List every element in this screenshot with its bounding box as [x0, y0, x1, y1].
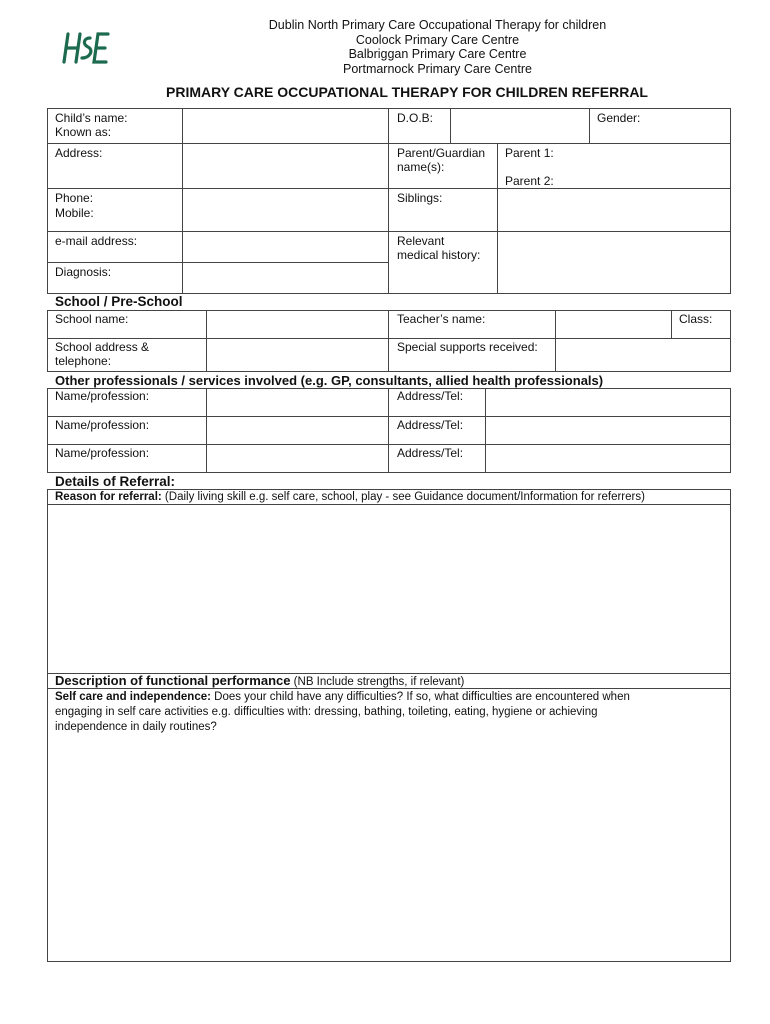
parent1-label: Parent 1:	[505, 146, 554, 160]
diagnosis-label: Diagnosis:	[55, 265, 112, 279]
childs-name-label: Child’s name:	[55, 111, 128, 125]
name-profession-label: Name/profession:	[55, 446, 150, 460]
guardian-label-2: name(s):	[397, 160, 445, 174]
school-address-label-2: telephone:	[55, 354, 112, 368]
dob-field[interactable]	[450, 108, 590, 144]
divider	[47, 688, 731, 689]
name-profession-field[interactable]	[206, 416, 389, 445]
dob-label: D.O.B:	[397, 111, 434, 125]
class-label: Class:	[679, 312, 713, 326]
self-care-line	[55, 690, 725, 705]
school-name-field[interactable]	[206, 310, 389, 339]
name-profession-field[interactable]	[206, 388, 389, 417]
functional-heading	[55, 674, 464, 689]
header-line: Coolock Primary Care Centre	[355, 32, 520, 47]
functional-heading-bold: Description of functional performance	[55, 673, 291, 688]
parent2-label: Parent 2:	[505, 174, 554, 188]
siblings-field[interactable]	[497, 188, 731, 232]
email-label: e-mail address:	[55, 234, 138, 248]
header-line: Balbriggan Primary Care Centre	[348, 47, 527, 61]
self-care-bold: Self care and independence:	[55, 691, 211, 703]
medical-history-label-2: medical history:	[397, 248, 481, 262]
functional-heading-note: (NB Include strengths, if relevant)	[290, 676, 465, 688]
self-care-line: engaging in self care activities e.g. difficulties with: dressing, bathing, toileting, eating, hygiene or achieving	[55, 706, 598, 718]
header-line: Dublin North Primary Care Occupational Therapy for children	[268, 18, 607, 32]
medical-history-label: Relevant	[397, 234, 445, 248]
self-care-answer-field[interactable]	[48, 736, 730, 961]
email-field[interactable]	[182, 231, 389, 263]
referral-heading: Details of Referral:	[55, 474, 176, 489]
address-tel-field[interactable]	[485, 416, 731, 445]
address-label: Address:	[55, 146, 103, 160]
guardian-label: Parent/Guardian	[397, 146, 486, 160]
address-field[interactable]	[182, 143, 389, 189]
school-address-label: School address &	[55, 340, 150, 354]
form-title: PRIMARY CARE OCCUPATIONAL THERAPY FOR CHILDREN REFERRAL	[166, 84, 648, 100]
address-tel-field[interactable]	[485, 388, 731, 417]
school-heading: School / Pre-School	[55, 294, 183, 309]
address-tel-label: Address/Tel:	[397, 389, 464, 403]
name-profession-label: Name/profession:	[55, 389, 150, 403]
special-supports-field[interactable]	[555, 338, 731, 372]
childs-name-field[interactable]	[182, 108, 389, 144]
centre-header	[200, 18, 675, 76]
school-address-field[interactable]	[206, 338, 389, 372]
name-profession-label: Name/profession:	[55, 418, 150, 432]
special-supports-label: Special supports received:	[397, 340, 538, 354]
reason-for-referral-field[interactable]	[47, 504, 731, 674]
self-care-question	[55, 690, 725, 735]
address-tel-label: Address/Tel:	[397, 418, 464, 432]
siblings-label: Siblings:	[397, 191, 443, 205]
school-name-label: School name:	[55, 312, 129, 326]
mobile-label: Mobile:	[55, 206, 94, 220]
reason-for-referral-label	[55, 490, 645, 504]
hse-logo	[60, 30, 112, 66]
known-as-label: Known as:	[55, 125, 112, 139]
teacher-name-field[interactable]	[555, 310, 672, 339]
self-care-line: independence in daily routines?	[55, 721, 217, 733]
teacher-name-label: Teacher’s name:	[397, 312, 486, 326]
gender-label: Gender:	[597, 111, 641, 125]
phone-label: Phone:	[55, 191, 94, 205]
address-tel-field[interactable]	[485, 444, 731, 473]
reason-text: (Daily living skill e.g. self care, school, play - see Guidance document/Information for referrers)	[161, 491, 645, 503]
professionals-heading: Other professionals / services involved (e.g. GP, consultants, allied health professionals)	[55, 373, 604, 388]
diagnosis-field[interactable]	[182, 262, 389, 294]
reason-bold: Reason for referral:	[55, 491, 162, 503]
phone-field[interactable]	[182, 188, 389, 232]
medical-history-field[interactable]	[497, 231, 731, 294]
self-care-text: Does your child have any difficulties? If so, what difficulties are encountered when	[210, 691, 630, 703]
address-tel-label: Address/Tel:	[397, 446, 464, 460]
name-profession-field[interactable]	[206, 444, 389, 473]
header-line: Portmarnock Primary Care Centre	[343, 61, 532, 76]
